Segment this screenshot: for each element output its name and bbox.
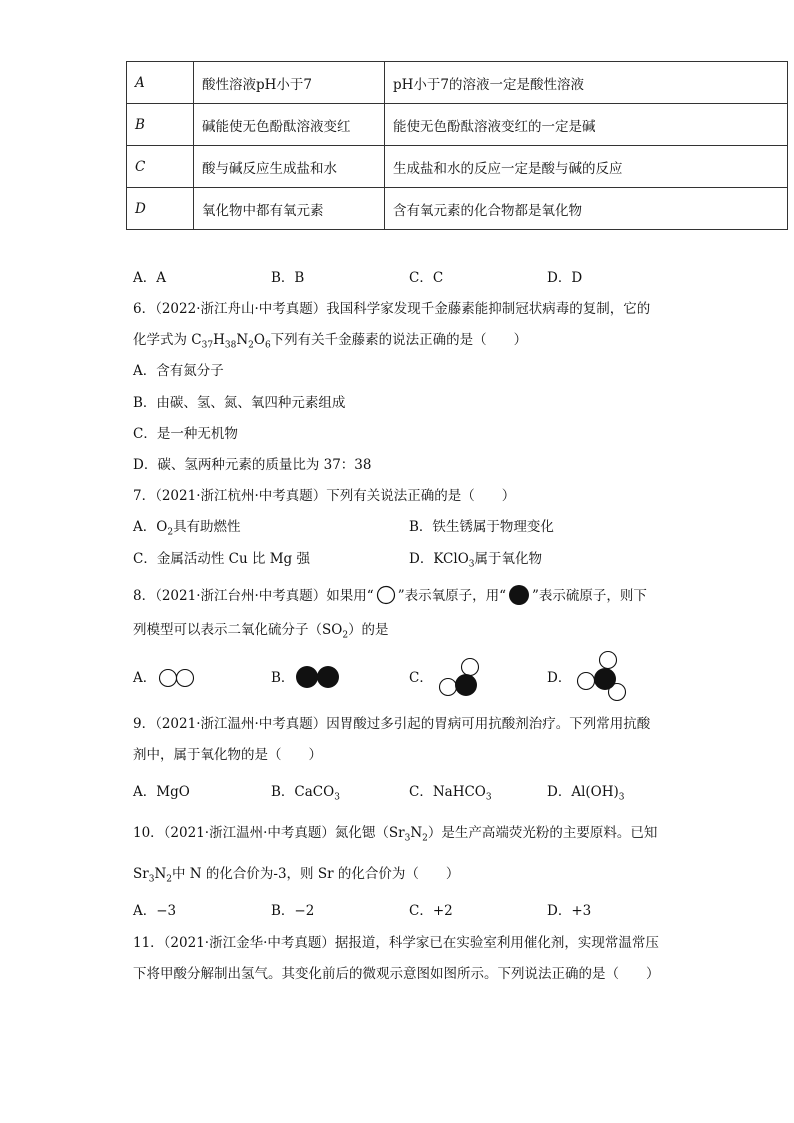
table-row bbox=[127, 62, 788, 104]
q9-option-c[interactable]: C．NaHCO$_3$ bbox=[409, 784, 492, 803]
table-cell-label: A bbox=[127, 62, 194, 104]
q9-stem-line1: 9．（2021·浙江温州·中考真题）因胃酸过多引起的胃病可用抗酸剂治疗。下列常用抗酸 bbox=[133, 716, 651, 732]
molecule-model-b bbox=[294, 664, 342, 690]
q8-stem-line1: 8．（2021·浙江台州·中考真题）如果用“ ”表示氧原子，用“ ”表示硫原子，则下 bbox=[133, 584, 647, 606]
q6-stem-line1: 6．（2022·浙江舟山·中考真题）我国科学家发现千金藤素能抑制冠状病毒的复制，它的 bbox=[133, 301, 651, 317]
q10-option-a[interactable]: A．−3 bbox=[133, 903, 177, 919]
molecule-model-c bbox=[436, 656, 482, 698]
q10-stem-line2: $Sr_3N_2$中 N 的化合价为-3，则 Sr 的化合价为（ ） bbox=[133, 866, 460, 885]
q8-option-d[interactable]: D． bbox=[547, 670, 572, 686]
q5-option-c[interactable]: C．C bbox=[409, 270, 444, 286]
q10-stem-line1: 10．（2021·浙江温州·中考真题）氮化锶$(Sr_3N_2)$是生产高端荧光粉的主要原料。已知 bbox=[133, 825, 658, 844]
table-cell-label: C bbox=[127, 146, 194, 188]
table-cell-label: D bbox=[127, 188, 194, 230]
q9-option-a[interactable]: A．MgO bbox=[133, 784, 190, 800]
q9-option-d[interactable]: D．$Al(OH)_3$ bbox=[547, 784, 625, 803]
q8-option-c[interactable]: C． bbox=[409, 670, 433, 686]
table-cell-conclusion: 能使无色酚酞溶液变红的一定是碱 bbox=[385, 104, 788, 146]
molecule-model-a bbox=[158, 667, 198, 689]
table-cell-premise: 酸性溶液pH小于7 bbox=[194, 62, 385, 104]
q6-option-d[interactable]: D．碳、氢两种元素的质量比为 37：38 bbox=[133, 457, 372, 473]
q7-stem: 7．（2021·浙江杭州·中考真题）下列有关说法正确的是（ ） bbox=[133, 488, 516, 504]
q5-option-d[interactable]: D．D bbox=[547, 270, 583, 286]
q10-option-c[interactable]: C．+2 bbox=[409, 903, 453, 919]
q9-option-b[interactable]: B．CaCO$_3$ bbox=[271, 784, 340, 803]
oxygen-atom-icon bbox=[376, 585, 396, 605]
table-cell-conclusion: 生成盐和水的反应一定是酸与碱的反应 bbox=[385, 146, 788, 188]
table-cell-premise: 碱能使无色酚酞溶液变红 bbox=[194, 104, 385, 146]
q6-option-c[interactable]: C．是一种无机物 bbox=[133, 426, 238, 442]
q9-stem-line2: 剂中，属于氧化物的是（ ） bbox=[133, 747, 322, 763]
q8-option-b[interactable]: B． bbox=[271, 670, 295, 686]
table-cell-label: B bbox=[127, 104, 194, 146]
q5-option-a[interactable]: A．A bbox=[133, 270, 166, 286]
molecule-model-d bbox=[574, 650, 630, 702]
q11-stem-line2: 下将甲酸分解制出氢气。其变化前后的微观示意图如图所示。下列说法正确的是（ ） bbox=[133, 966, 660, 982]
q6-option-b[interactable]: B．由碳、氢、氮、氧四种元素组成 bbox=[133, 395, 346, 411]
table-row bbox=[127, 188, 788, 230]
table-cell-premise: 酸与碱反应生成盐和水 bbox=[194, 146, 385, 188]
table-row bbox=[127, 104, 788, 146]
table-cell-conclusion: 含有氧元素的化合物都是氧化物 bbox=[385, 188, 788, 230]
q8-stem-line2: 列模型可以表示二氧化硫分子$(SO_2)$的是 bbox=[133, 622, 389, 641]
q11-stem-line1: 11．（2021·浙江金华·中考真题）据报道，科学家已在实验室利用催化剂，实现常温常压 bbox=[133, 935, 659, 951]
table-cell-premise: 氧化物中都有氧元素 bbox=[194, 188, 385, 230]
table-cell-conclusion: pH小于7的溶液一定是酸性溶液 bbox=[385, 62, 788, 104]
q10-option-b[interactable]: B．−2 bbox=[271, 903, 315, 919]
q6-option-a[interactable]: A．含有氮分子 bbox=[133, 363, 224, 379]
sulfur-atom-icon bbox=[508, 584, 530, 606]
q6-stem-line2: 化学式为 $C_{37}H_{38}N_2O_6$下列有关千金藤素的说法正确的是（ ） bbox=[133, 332, 528, 351]
q5-option-b[interactable]: B．B bbox=[271, 270, 305, 286]
q7-option-c[interactable]: C．金属活动性 Cu 比 Mg 强 bbox=[133, 551, 310, 567]
q7-option-a[interactable]: A．$O_2$具有助燃性 bbox=[133, 519, 241, 538]
q10-option-d[interactable]: D．+3 bbox=[547, 903, 592, 919]
q7-option-d[interactable]: D．KClO$_3$属于氧化物 bbox=[409, 551, 542, 570]
comparison-table bbox=[126, 61, 788, 230]
q7-option-b[interactable]: B．铁生锈属于物理变化 bbox=[409, 519, 554, 535]
table-row bbox=[127, 146, 788, 188]
q8-option-a[interactable]: A． bbox=[133, 670, 157, 686]
